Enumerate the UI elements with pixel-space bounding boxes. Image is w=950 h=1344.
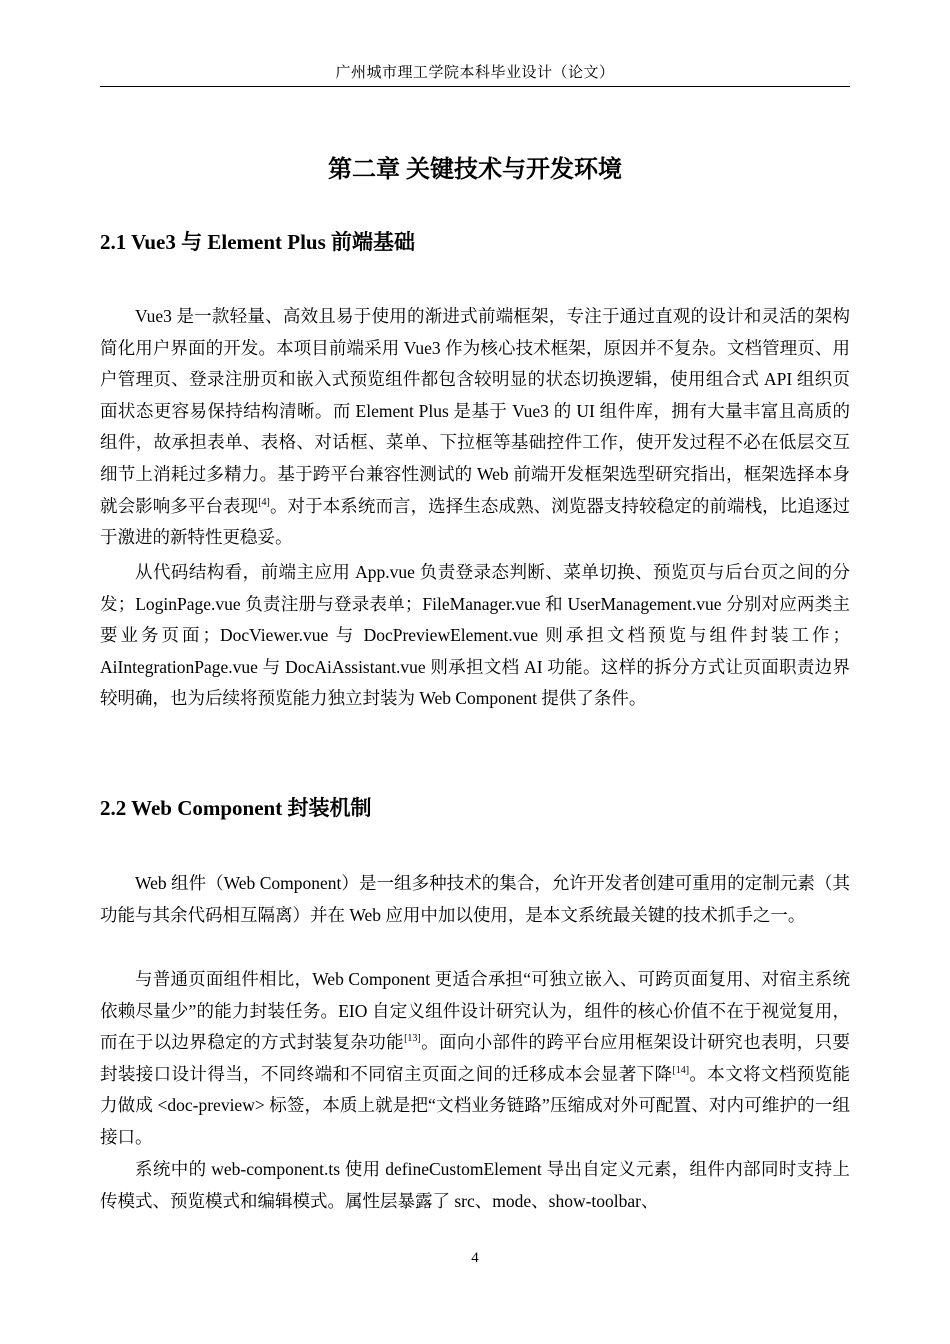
citation-13: [13] xyxy=(404,1033,421,1045)
citation-14: [14] xyxy=(672,1064,690,1076)
section-heading-2-1: 2.1 Vue3 与 Element Plus 前端基础 xyxy=(100,230,416,254)
paragraph-text: 与普通页面组件相比，Web Component 更适合承担“可独立嵌入、可跨页面复用、对宿主系统依赖尽量少”的能力封装任务。EIO 自定义组件设计研究认为，组件的核心价值不在于视觉复用，而在于以边界稳定的方式封装复杂功能 xyxy=(100,969,850,1053)
running-header: 广州城市理工学院本科毕业设计（论文） xyxy=(335,65,615,81)
page-number: 4 xyxy=(471,1250,479,1266)
paragraph-web-component-advantages xyxy=(100,964,850,1154)
chapter-title: 第二章 关键技术与开发环境 xyxy=(328,157,622,183)
paragraph-text: 。面向小部件的跨平台应用框架设计研究也表明，只要封装接口设计得当，不同终端和不同宿主页面之间的迁移成本会显著下降 xyxy=(100,1032,850,1084)
header-rule xyxy=(100,86,850,87)
paragraph-text: 。本文将文档预览能力做成 <doc-preview> 标签，本质上就是把“文档业务链路”压缩成对外可配置、对内可维护的一组接口。 xyxy=(100,1063,851,1147)
paragraph-text: Vue3 是一款轻量、高效且易于使用的渐进式前端框架，专注于通过直观的设计和灵活的架构简化用户界面的开发。本项目前端采用 Vue3 作为核心技术框架，原因并不复杂。文档管理页、用户管理页、登录注册页和嵌入式预览组件都包含较明显的状态切换逻辑，使用组合式 API 组织页面状态更容易保持结构清晰。而 Element Plus 是基于 Vue3 的 UI 组件库，拥有大量丰富且高质的组件，故承担表单、表格、对话框、菜单、下拉框等基础控件工作，使开发过程不必在低层交互细节上消耗过多精力。基于跨平台兼容性测试的 Web 前端开发框架选型研究指出，框架选择本身就会影响多平台表现 xyxy=(100,306,850,516)
paragraph-vue3-intro xyxy=(100,301,850,554)
section-heading-2-2: 2.2 Web Component 封装机制 xyxy=(100,796,372,820)
paragraph-web-component-intro: Web 组件（Web Component）是一组多种技术的集合，允许开发者创建可重用的定制元素（其功能与其余代码相互隔离）并在 Web 应用中加以使用，是本文系统最关键的技术抓手之一。 xyxy=(100,873,850,925)
paragraph-web-component-impl: 系统中的 web-component.ts 使用 defineCustomElement 导出自定义元素，组件内部同时支持上传模式、预览模式和编辑模式。属性层暴露了 src、mode、show-toolbar、 xyxy=(100,1159,850,1211)
paragraph-code-structure: 从代码结构看，前端主应用 App.vue 负责登录态判断、菜单切换、预览页与后台页之间的分发；LoginPage.vue 负责注册与登录表单；FileManager.vue 和 UserManagement.vue 分别对应两类主要业务页面；DocViewer.vue 与 DocPreviewElement.vue 则承担文档预览与组件封装工作；AiIntegrationPage.vue 与 DocAiAssistant.vue 则承担文档 AI 功能。这样的拆分方式让页面职责边界较明确，也为后续将预览能力独立封装为 Web Component 提供了条件。 xyxy=(100,562,850,709)
citation-4: [4] xyxy=(258,496,270,508)
paragraph-text: 。对于本系统而言，选择生态成熟、浏览器支持较稳定的前端栈，比追逐过于激进的新特性更稳妥。 xyxy=(100,495,851,548)
